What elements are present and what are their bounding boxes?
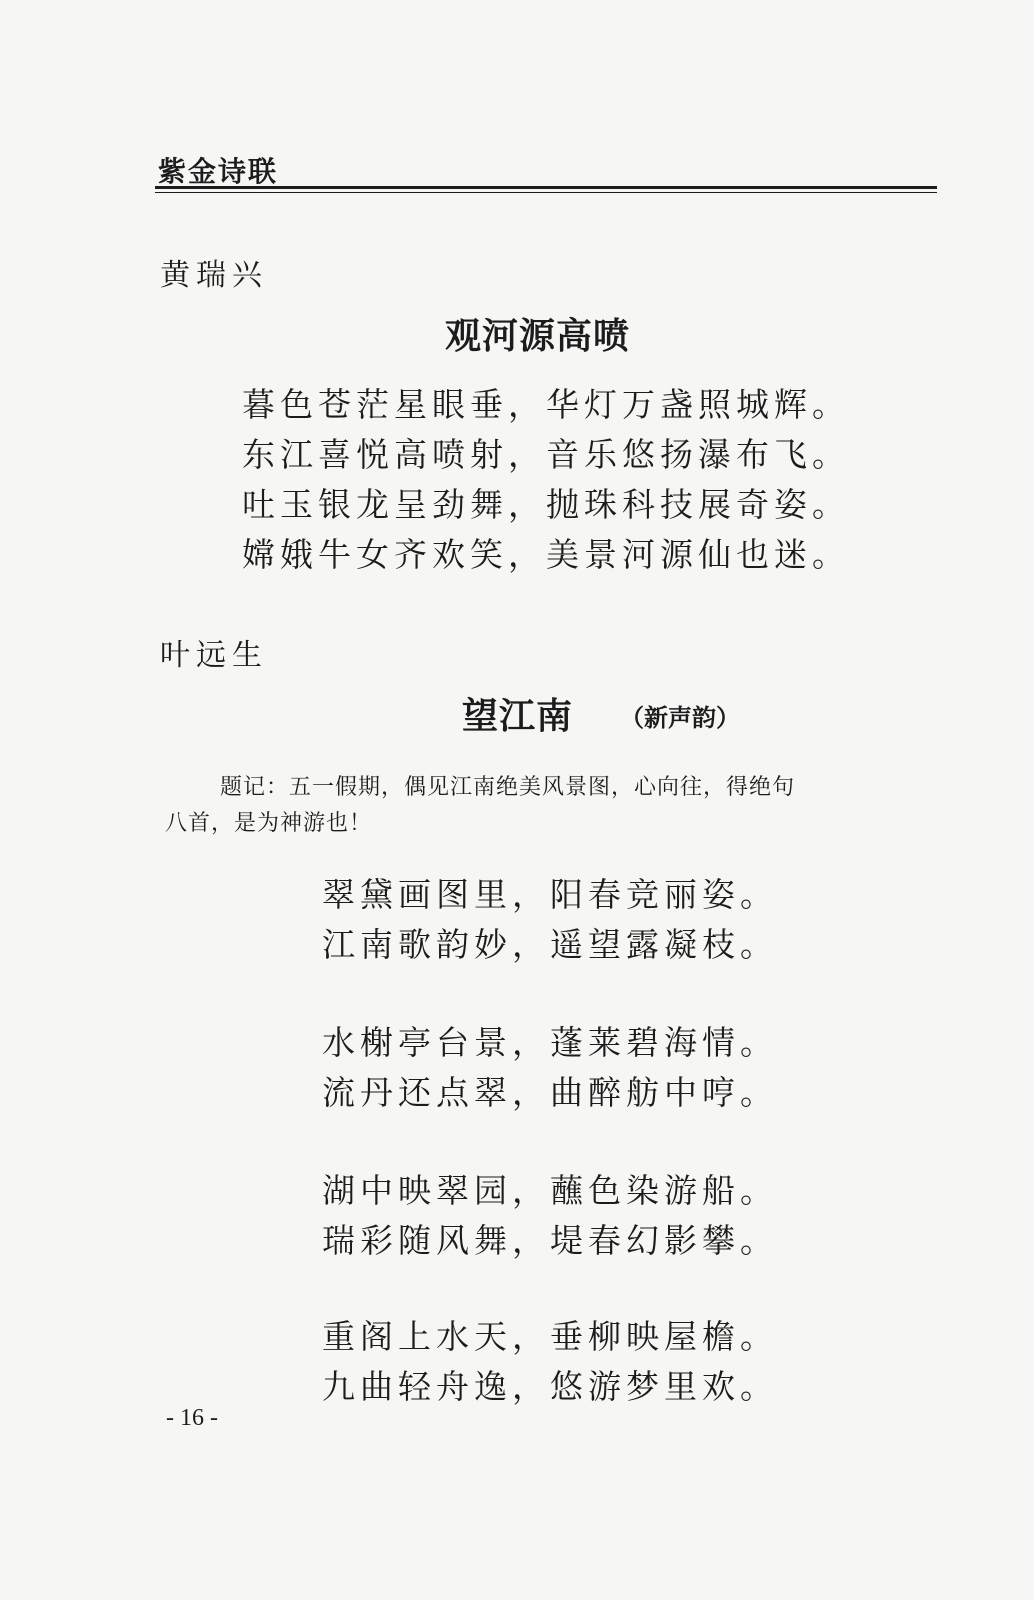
stanza-line: 瑞彩随风舞，堤春幻影攀。 [322,1221,778,1260]
stanza-line: 流丹还点翠，曲醉舫中哼。 [322,1073,778,1112]
poem1-body [242,380,850,580]
poem1-line: 暮色苍茫星眼垂，华灯万盏照城辉。 [242,385,850,424]
stanza-line: 九曲轻舟逸，悠游梦里欢。 [322,1367,778,1406]
page-number: - 16 - [166,1405,218,1431]
journal-title: 紫金诗联 [158,155,279,188]
stanza-line: 水榭亭台景，蓬莱碧海情。 [322,1023,778,1062]
poem2-author: 叶远生 [160,638,268,673]
poem2-subtitle: （新声韵） [620,703,740,732]
poem1-line: 吐玉银龙呈劲舞，抛珠科技展奇姿。 [242,485,850,524]
poem2-note [165,770,955,842]
stanza-line: 翠黛画图里，阳春竞丽姿。 [322,875,778,914]
poem2-stanza-2 [322,1018,778,1118]
stanza-line: 湖中映翠园，蘸色染游船。 [322,1171,778,1210]
poem1-title: 观河源高喷 [445,315,631,357]
poem2-stanza-3 [322,1166,778,1266]
note-line-2: 八首，是为神游也！ [165,811,373,836]
note-line-1: 题记：五一假期，偶见江南绝美风景图，心向往，得绝句 [220,775,796,800]
stanza-line: 重阁上水天，垂柳映屋檐。 [322,1317,778,1356]
poem1-author: 黄瑞兴 [160,258,268,293]
poem1-line: 嫦娥牛女齐欢笑，美景河源仙也迷。 [242,535,850,574]
poem2-stanza-1 [322,870,778,970]
stanza-line: 江南歌韵妙，遥望露凝枝。 [322,925,778,964]
header-rule [155,186,937,189]
poem1-line: 东江喜悦高喷射，音乐悠扬瀑布飞。 [242,435,850,474]
poem2-stanza-4 [322,1312,778,1412]
poem2-title: 望江南 [462,695,574,737]
header-rule-thin [155,192,937,193]
